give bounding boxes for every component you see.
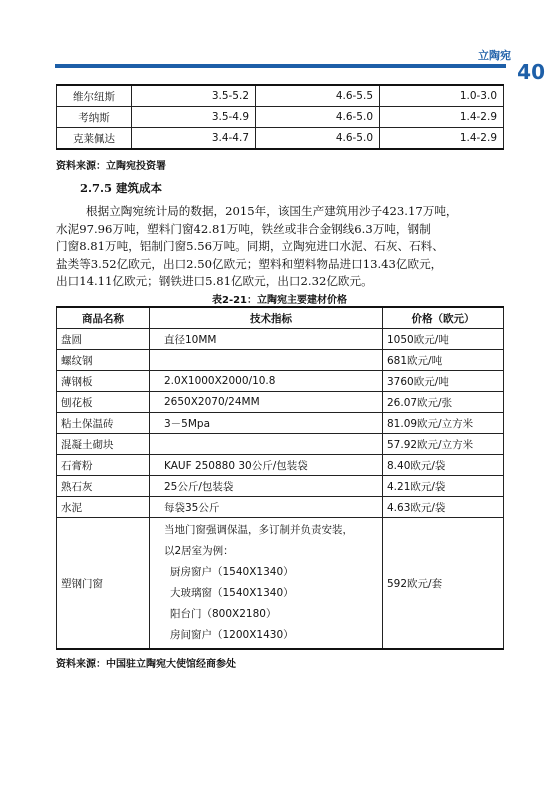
product-name: 薄钢板	[57, 371, 150, 392]
table-cell: 3.4-4.7	[132, 128, 256, 150]
source-note: 资料来源：中国驻立陶宛大使馆经商参处	[56, 659, 236, 670]
table-row	[57, 476, 504, 497]
product-price: 681欧元/吨	[383, 350, 504, 371]
table-cell: 3.5-4.9	[132, 107, 256, 128]
page-header-title: 立陶宛	[478, 49, 511, 62]
materials-price-table	[56, 306, 504, 650]
product-spec: 2650X2070/24MM	[150, 392, 383, 413]
product-spec: 2.0X1000X2000/10.8	[150, 371, 383, 392]
paragraph-line: 盐类等3.52亿欧元，出口2.50亿欧元；塑料和塑料物品进口13.43亿欧元，	[56, 256, 443, 271]
product-price: 592欧元/套	[383, 518, 504, 650]
product-spec: 3－5Mpa	[150, 413, 383, 434]
product-spec	[150, 518, 383, 650]
spec-line: 当地门窗强调保温，多订制并负责安装，	[164, 524, 353, 536]
table-cell: 4.6-5.0	[256, 128, 380, 150]
product-name: 石膏粉	[57, 455, 150, 476]
table-cell: 1.0-3.0	[380, 85, 504, 107]
body-paragraph	[56, 203, 504, 291]
product-name: 熟石灰	[57, 476, 150, 497]
product-price: 1050欧元/吨	[383, 329, 504, 350]
table-row	[57, 434, 504, 455]
table-cell: 3.5-5.2	[132, 85, 256, 107]
product-spec: 直径10MM	[150, 329, 383, 350]
paragraph-line: 水泥97.96万吨，塑料门窗42.81万吨，铁丝或非合金钢线6.3万吨，钢制	[56, 221, 431, 236]
paragraph-line: 门窗8.81万吨，铝制门窗5.56万吨。同期，立陶宛进口水泥、石灰、石料、	[56, 239, 444, 253]
section-heading: 2.7.5 建筑成本	[80, 181, 163, 195]
table-cell: 4.6-5.5	[256, 85, 380, 107]
product-price: 57.92欧元/立方米	[383, 434, 504, 455]
table-row	[57, 392, 504, 413]
table-row	[57, 107, 504, 128]
column-header: 价格（欧元）	[383, 307, 504, 329]
table-header-row	[57, 307, 504, 329]
product-spec	[150, 350, 383, 371]
product-price: 26.07欧元/张	[383, 392, 504, 413]
city-name: 考纳斯	[57, 107, 132, 128]
city-table	[56, 84, 504, 150]
table-row	[57, 518, 504, 650]
column-header: 商品名称	[57, 307, 150, 329]
paragraph-line: 根据立陶宛统计局的数据，2015年，该国生产建筑用沙子423.17万吨，	[86, 204, 458, 218]
spec-line: 房间窗户（1200X1430）	[170, 629, 294, 641]
city-name: 克莱佩达	[57, 128, 132, 150]
table-row	[57, 85, 504, 107]
table-row	[57, 128, 504, 150]
product-spec: KAUF 250880 30公斤/包装袋	[150, 455, 383, 476]
product-spec: 25公斤/包装袋	[150, 476, 383, 497]
table-cell: 1.4-2.9	[380, 107, 504, 128]
table-row	[57, 455, 504, 476]
table-row	[57, 329, 504, 350]
product-name: 盘圆	[57, 329, 150, 350]
product-spec	[150, 434, 383, 455]
page-number: 40	[517, 60, 545, 84]
table-row	[57, 371, 504, 392]
product-name: 水泥	[57, 497, 150, 518]
spec-line: 厨房窗户（1540X1340）	[170, 566, 294, 578]
product-price: 8.40欧元/袋	[383, 455, 504, 476]
product-name: 混凝土砌块	[57, 434, 150, 455]
table-row	[57, 413, 504, 434]
product-name: 螺纹钢	[57, 350, 150, 371]
table-row	[57, 350, 504, 371]
table-caption: 表2-21：立陶宛主要建材价格	[211, 295, 348, 306]
city-name: 维尔纽斯	[57, 85, 132, 107]
product-spec: 每袋35公斤	[150, 497, 383, 518]
product-name: 粘土保温砖	[57, 413, 150, 434]
product-name: 刨花板	[57, 392, 150, 413]
product-price: 4.21欧元/袋	[383, 476, 504, 497]
spec-line: 以2居室为例：	[164, 545, 234, 557]
spec-line: 大玻璃窗（1540X1340）	[170, 587, 294, 599]
spec-line: 阳台门（800X2180）	[170, 608, 277, 620]
product-price: 81.09欧元/立方米	[383, 413, 504, 434]
source-note: 资料来源：立陶宛投资署	[56, 161, 166, 172]
table-cell: 1.4-2.9	[380, 128, 504, 150]
header-rule	[55, 64, 506, 68]
column-header: 技术指标	[150, 307, 383, 329]
paragraph-line: 出口14.11亿欧元；钢铁进口5.81亿欧元，出口2.32亿欧元。	[56, 274, 373, 288]
product-name: 塑钢门窗	[57, 518, 150, 650]
product-price: 3760欧元/吨	[383, 371, 504, 392]
table-row	[57, 497, 504, 518]
product-price: 4.63欧元/袋	[383, 497, 504, 518]
table-cell: 4.6-5.0	[256, 107, 380, 128]
